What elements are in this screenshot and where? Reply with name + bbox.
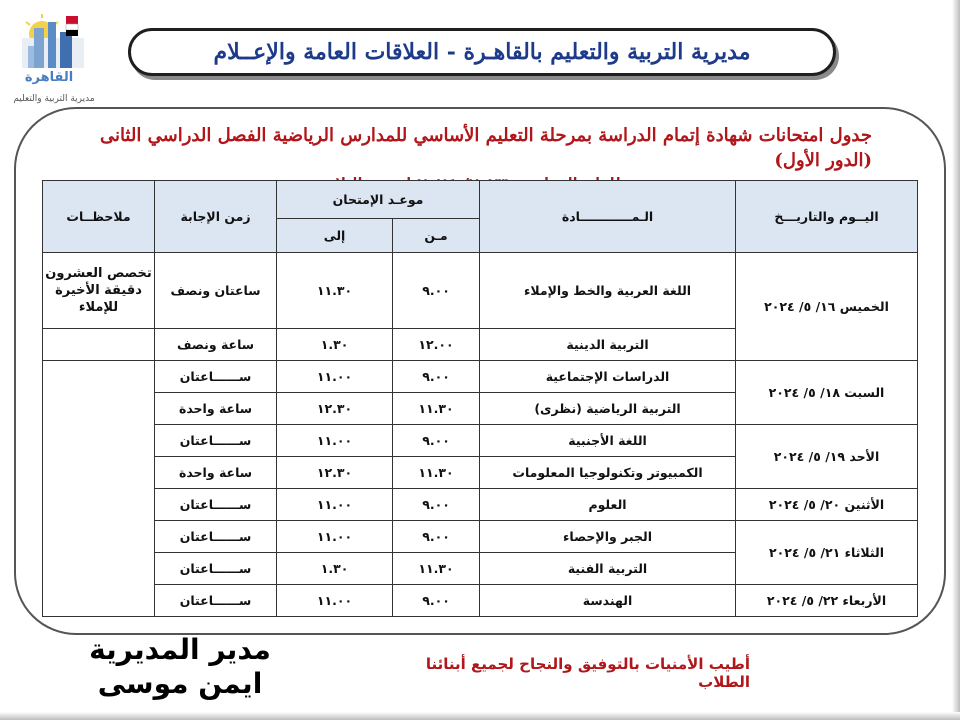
to-cell: ١١.٣٠	[277, 253, 393, 329]
to-cell: ١.٣٠	[277, 329, 393, 361]
duration-cell: ساعة ونصف	[155, 329, 277, 361]
duration-cell: ســــــاعتان	[155, 425, 277, 457]
directorate-logo	[4, 8, 104, 106]
to-cell: ١١.٠٠	[277, 489, 393, 521]
subject-cell: الهندسة	[480, 585, 736, 617]
logo-word: القاهرة	[24, 70, 74, 85]
subject-cell: التربية الدينية	[480, 329, 736, 361]
table-row	[43, 521, 918, 553]
table-row	[43, 489, 918, 521]
header-from: مـن	[393, 219, 480, 253]
day-cell: الأحد ١٩/ ٥/ ٢٠٢٤	[736, 425, 918, 489]
logo-caption: مديرية التربية والتعليم	[13, 94, 95, 104]
from-cell: ٩.٠٠	[393, 361, 480, 393]
schedule-title-line1: جدول امتحانات شهادة إتمام الدراسة بمرحلة التعليم الأساسي للمدارس الرياضية الفصل الدراسي الثانى (الدور الأول)	[99, 125, 872, 171]
to-cell: ١٢.٣٠	[277, 393, 393, 425]
from-cell: ٩.٠٠	[393, 521, 480, 553]
note-cell	[43, 329, 155, 361]
subject-cell: الدراسات الإجتماعية	[480, 361, 736, 393]
note-cell: تخصص العشرون دقيقة الأخيرة للإملاء	[43, 253, 155, 329]
duration-cell: ساعة واحدة	[155, 393, 277, 425]
subject-cell: العلوم	[480, 489, 736, 521]
header-title: مديرية التربية والتعليم بالقاهـرة - العلاقات العامة والإعــلام	[213, 39, 751, 65]
header-to: إلى	[277, 219, 393, 253]
duration-cell: ســــــاعتان	[155, 489, 277, 521]
from-cell: ٩.٠٠	[393, 585, 480, 617]
footer-wish: أطيب الأمنيات بالتوفيق والنجاح لجميع أبنائنا الطلاب	[425, 655, 750, 691]
from-cell: ٩.٠٠	[393, 489, 480, 521]
subject-cell: اللغة الأجنبية	[480, 425, 736, 457]
day-cell: الأربعاء ٢٢/ ٥/ ٢٠٢٤	[736, 585, 918, 617]
logo-emblem-icon	[4, 8, 104, 72]
from-cell: ٩.٠٠	[393, 253, 480, 329]
table-row	[43, 253, 918, 329]
from-cell: ١١.٣٠	[393, 553, 480, 585]
table-row	[43, 361, 918, 393]
from-cell: ١١.٣٠	[393, 457, 480, 489]
from-cell: ٩.٠٠	[393, 425, 480, 457]
table-row	[43, 425, 918, 457]
to-cell: ١١.٠٠	[277, 425, 393, 457]
header-duration: زمن الإجابة	[155, 181, 277, 253]
signature-name: ايمن موسى	[97, 667, 263, 700]
page-shadow-bottom	[0, 712, 960, 720]
subject-cell: التربية الفنية	[480, 553, 736, 585]
header-banner	[128, 28, 836, 76]
duration-cell: ســــــاعتان	[155, 585, 277, 617]
table-row	[43, 585, 918, 617]
from-cell: ١٢.٠٠	[393, 329, 480, 361]
day-cell: الثلاثاء ٢١/ ٥/ ٢٠٢٤	[736, 521, 918, 585]
subject-cell: الكمبيوتر وتكنولوجيا المعلومات	[480, 457, 736, 489]
day-cell: الخميس ١٦/ ٥/ ٢٠٢٤	[736, 253, 918, 361]
day-cell: الأثنين ٢٠/ ٥/ ٢٠٢٤	[736, 489, 918, 521]
to-cell: ١١.٠٠	[277, 585, 393, 617]
duration-cell: ســــــاعتان	[155, 521, 277, 553]
from-cell: ١١.٣٠	[393, 393, 480, 425]
header-subject: الـمــــــــــــادة	[480, 181, 736, 253]
duration-cell: ساعة واحدة	[155, 457, 277, 489]
header-time: موعـد الإمتحان	[277, 181, 480, 219]
duration-cell: ساعتان ونصف	[155, 253, 277, 329]
page-shadow-right	[952, 0, 960, 720]
header-date: اليــوم والتاريـــخ	[736, 181, 918, 253]
to-cell: ١٢.٣٠	[277, 457, 393, 489]
duration-cell: ســــــاعتان	[155, 553, 277, 585]
to-cell: ١١.٠٠	[277, 521, 393, 553]
header-notes: ملاحظــات	[43, 181, 155, 253]
signature-title: مدير المديرية	[89, 633, 271, 666]
subject-cell: اللغة العربية والخط والإملاء	[480, 253, 736, 329]
subject-cell: الجبر والإحصاء	[480, 521, 736, 553]
note-cell	[43, 361, 155, 617]
day-cell: السبت ١٨/ ٥/ ٢٠٢٤	[736, 361, 918, 425]
exam-schedule-table	[42, 180, 918, 617]
to-cell: ١.٣٠	[277, 553, 393, 585]
duration-cell: ســــــاعتان	[155, 361, 277, 393]
signature-block	[40, 633, 320, 701]
to-cell: ١١.٠٠	[277, 361, 393, 393]
subject-cell: التربية الرياضية (نظرى)	[480, 393, 736, 425]
